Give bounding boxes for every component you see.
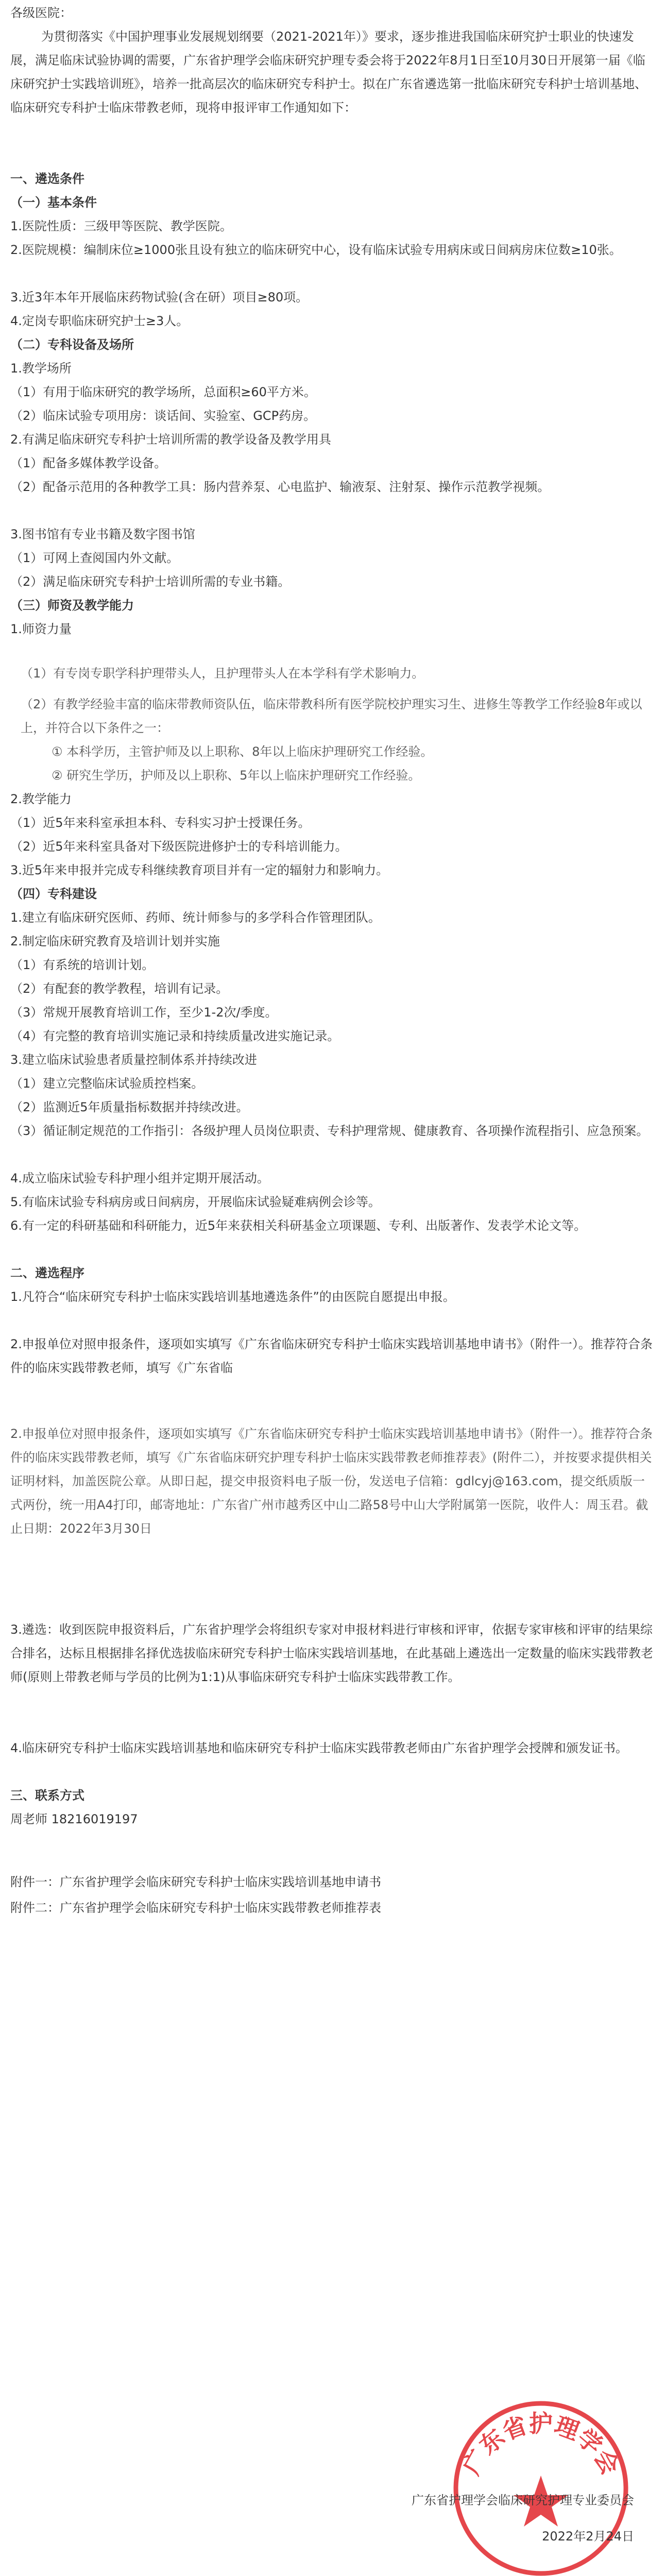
teach-item-1a: （1）有专岗专职学科护理带头人，且护理带头人在本学科有学术影响力。: [21, 666, 424, 681]
equip-item-1a: （1）有用于临床研究的教学场所，总面积≥60平方米。: [10, 385, 316, 399]
teach-item-1: 1.师资力量: [10, 622, 72, 636]
attachment-1: 附件一：广东省护理学会临床研究专科护士临床实践培训基地申请书: [10, 1875, 381, 1889]
build-item-4: 4.成立临床试验专科护理小组并定期开展活动。: [10, 1171, 269, 1185]
section-1-2-title: （二）专科设备及场所: [10, 337, 134, 352]
basic-item-2: 2.医院规模：编制床位≥1000张且设有独立的临床研究中心，设有临床试验专用病床或日间病房床位数≥10张。: [10, 243, 622, 257]
build-item-3b: （2）监测近5年质量指标数据并持续改进。: [10, 1100, 249, 1114]
greeting: 各级医院：: [10, 6, 72, 20]
section-1-1-title: （一）基本条件: [10, 195, 97, 210]
section-1-title: 一、遴选条件: [10, 172, 84, 186]
signature-organization: 广东省护理学会临床研究护理专业委员会: [412, 2493, 634, 2507]
build-item-2a: （1）有系统的培训计划。: [10, 958, 155, 972]
build-item-2: 2.制定临床研究教育及培训计划并实施: [10, 934, 220, 948]
official-seal-stamp: [443, 2391, 639, 2576]
basic-item-4: 4.定岗专职临床研究护士≥3人。: [10, 314, 189, 328]
equip-item-1b: （2）临床试验专项用房：谈话间、实验室、GCP药房。: [10, 409, 316, 423]
build-item-2c: （3）常规开展教育培训工作，至少1-2次/季度。: [10, 1005, 278, 1020]
basic-item-3: 3.近3年本年开展临床药物试验(含在研）项目≥80项。: [10, 290, 309, 304]
intro-paragraph: 为贯彻落实《中国护理事业发展规划纲要（2021-2021年）》要求，逐步推进我国临床研究护士职业的快速发展，满足临床试验协调的需要，广东省护理学会临床研究护理专委会将于2022年8月1日至10月30日开展第一届《临床研究护士实践培训班》，培养一批高层次的临床研究专科护士。拟在广东省遴选第一批临床研究专科护士培训基地、临床研究专科护士临床带教老师，现将申报评审工作通知如下：: [10, 29, 647, 115]
proc-item-4: 4.临床研究专科护士临床实践培训基地和临床研究专科护士临床实践带教老师由广东省护理学会授牌和颁发证书。: [10, 1741, 628, 1755]
equip-item-2b: （2）配备示范用的各种教学工具：肠内营养泵、心电监护、输液泵、注射泵、操作示范教学视频。: [10, 480, 550, 494]
build-item-2d: （4）有完整的教育培训实施记录和持续质量改进实施记录。: [10, 1029, 340, 1043]
build-item-2b: （2）有配套的教学教程，培训有记录。: [10, 981, 229, 996]
proc-item-3: 3.遴选：收到医院申报资料后，广东省护理学会将组织专家对申报材料进行审核和评审，依据专家审核和评审的结果综合排名，达标且根据排名择优选拔临床研究专科护士临床实践培训基地，在此基础上遴选出一定数量的临床实践带教老师(原则上带教老师与学员的比例为1:1)从事临床研究专科护士临床实践带教工作。: [10, 1622, 653, 1684]
contact-info: 周老师 18216019197: [10, 1812, 138, 1826]
teach-item-1b-ii: ② 研究生学历，护师及以上职称、5年以上临床护理研究工作经验。: [52, 768, 421, 783]
build-item-6: 6.有一定的科研基础和科研能力，近5年来获相关科研基金立项课题、专利、出版著作、发表学术论文等。: [10, 1218, 587, 1233]
build-item-1: 1.建立有临床研究医师、药师、统计师参与的多学科合作管理团队。: [10, 910, 381, 925]
equip-item-3a: （1）可网上查阅国内外文献。: [10, 551, 179, 565]
build-item-3c: （3）循证制定规范的工作指引：各级护理人员岗位职责、专科护理常规、健康教育、各项操作流程指引、应急预案。: [10, 1124, 649, 1138]
teach-item-3: 3.近5年来申报并完成专科继续教育项目并有一定的辐射力和影响力。: [10, 863, 389, 877]
attachment-2: 附件二：广东省护理学会临床研究专科护士临床实践带教老师推荐表: [10, 1901, 381, 1915]
signature-date: 2022年2月24日: [542, 2529, 634, 2544]
teach-item-2b: （2）近5年来科室具备对下级医院进修护士的专科培训能力。: [10, 839, 348, 854]
seal-text: 广东省护理学会: [457, 2410, 625, 2480]
proc-item-2: 2.申报单位对照申报条件，逐项如实填写《广东省临床研究专科护士临床实践培训基地申请书》（附件一）。推荐符合条件的临床实践带教老师，填写《广东省临: [10, 1337, 653, 1375]
teach-item-2: 2.教学能力: [10, 792, 72, 806]
equip-item-2a: （1）配备多媒体教学设备。: [10, 456, 167, 470]
equip-item-3b: （2）满足临床研究专科护士培训所需的专业书籍。: [10, 574, 291, 589]
section-1-4-title: （四）专科建设: [10, 887, 97, 901]
proc-item-2-full: 2.申报单位对照申报条件，逐项如实填写《广东省临床研究专科护士临床实践培训基地申请书》（附件一）。推荐符合条件的临床实践带教老师，填写《广东省临床研究护理专科护士临床实践带教老师推荐表》(附件二），并按要求提供相关证明材料，加盖医院公章。从即日起，提交申报资料电子版一份，发送电子信箱：gdlcyj@163.com，提交纸质版一式两份，统一用A4打印，邮寄地址：广东省广州市越秀区中山二路58号中山大学附属第一医院，收件人：周玉君。截止日期：2022年3月30日: [10, 1427, 653, 1536]
build-item-3: 3.建立临床试验患者质量控制体系并持续改进: [10, 1053, 257, 1067]
section-1-3-title: （三）师资及教学能力: [10, 598, 134, 613]
section-3-title: 三、联系方式: [10, 1788, 84, 1803]
build-item-3a: （1）建立完整临床试验质控档案。: [10, 1076, 204, 1091]
teach-item-1b-i: ① 本科学历，主管护师及以上职称、8年以上临床护理研究工作经验。: [52, 744, 433, 759]
proc-item-1: 1.凡符合“临床研究专科护士临床实践培训基地遴选条件”的由医院自愿提出申报。: [10, 1290, 455, 1304]
equip-item-2: 2.有满足临床研究专科护士培训所需的教学设备及教学用具: [10, 432, 331, 447]
svg-text:广东省护理学会: [457, 2410, 625, 2479]
basic-item-1: 1.医院性质：三级甲等医院、教学医院。: [10, 219, 232, 233]
equip-item-3: 3.图书馆有专业书籍及数字图书馆: [10, 527, 195, 541]
teach-item-2a: （1）近5年来科室承担本科、专科实习护士授课任务。: [10, 816, 311, 830]
section-2-title: 二、遴选程序: [10, 1266, 84, 1280]
build-item-5: 5.有临床试验专科病房或日间病房，开展临床试验疑难病例会诊等。: [10, 1195, 381, 1209]
equip-item-1: 1.教学场所: [10, 361, 72, 376]
teach-item-1b: （2）有教学经验丰富的临床带教师资队伍，临床带教科所有医学院校护理实习生、进修生等教学工作经验8年或以上，并符合以下条件之一：: [21, 697, 642, 735]
